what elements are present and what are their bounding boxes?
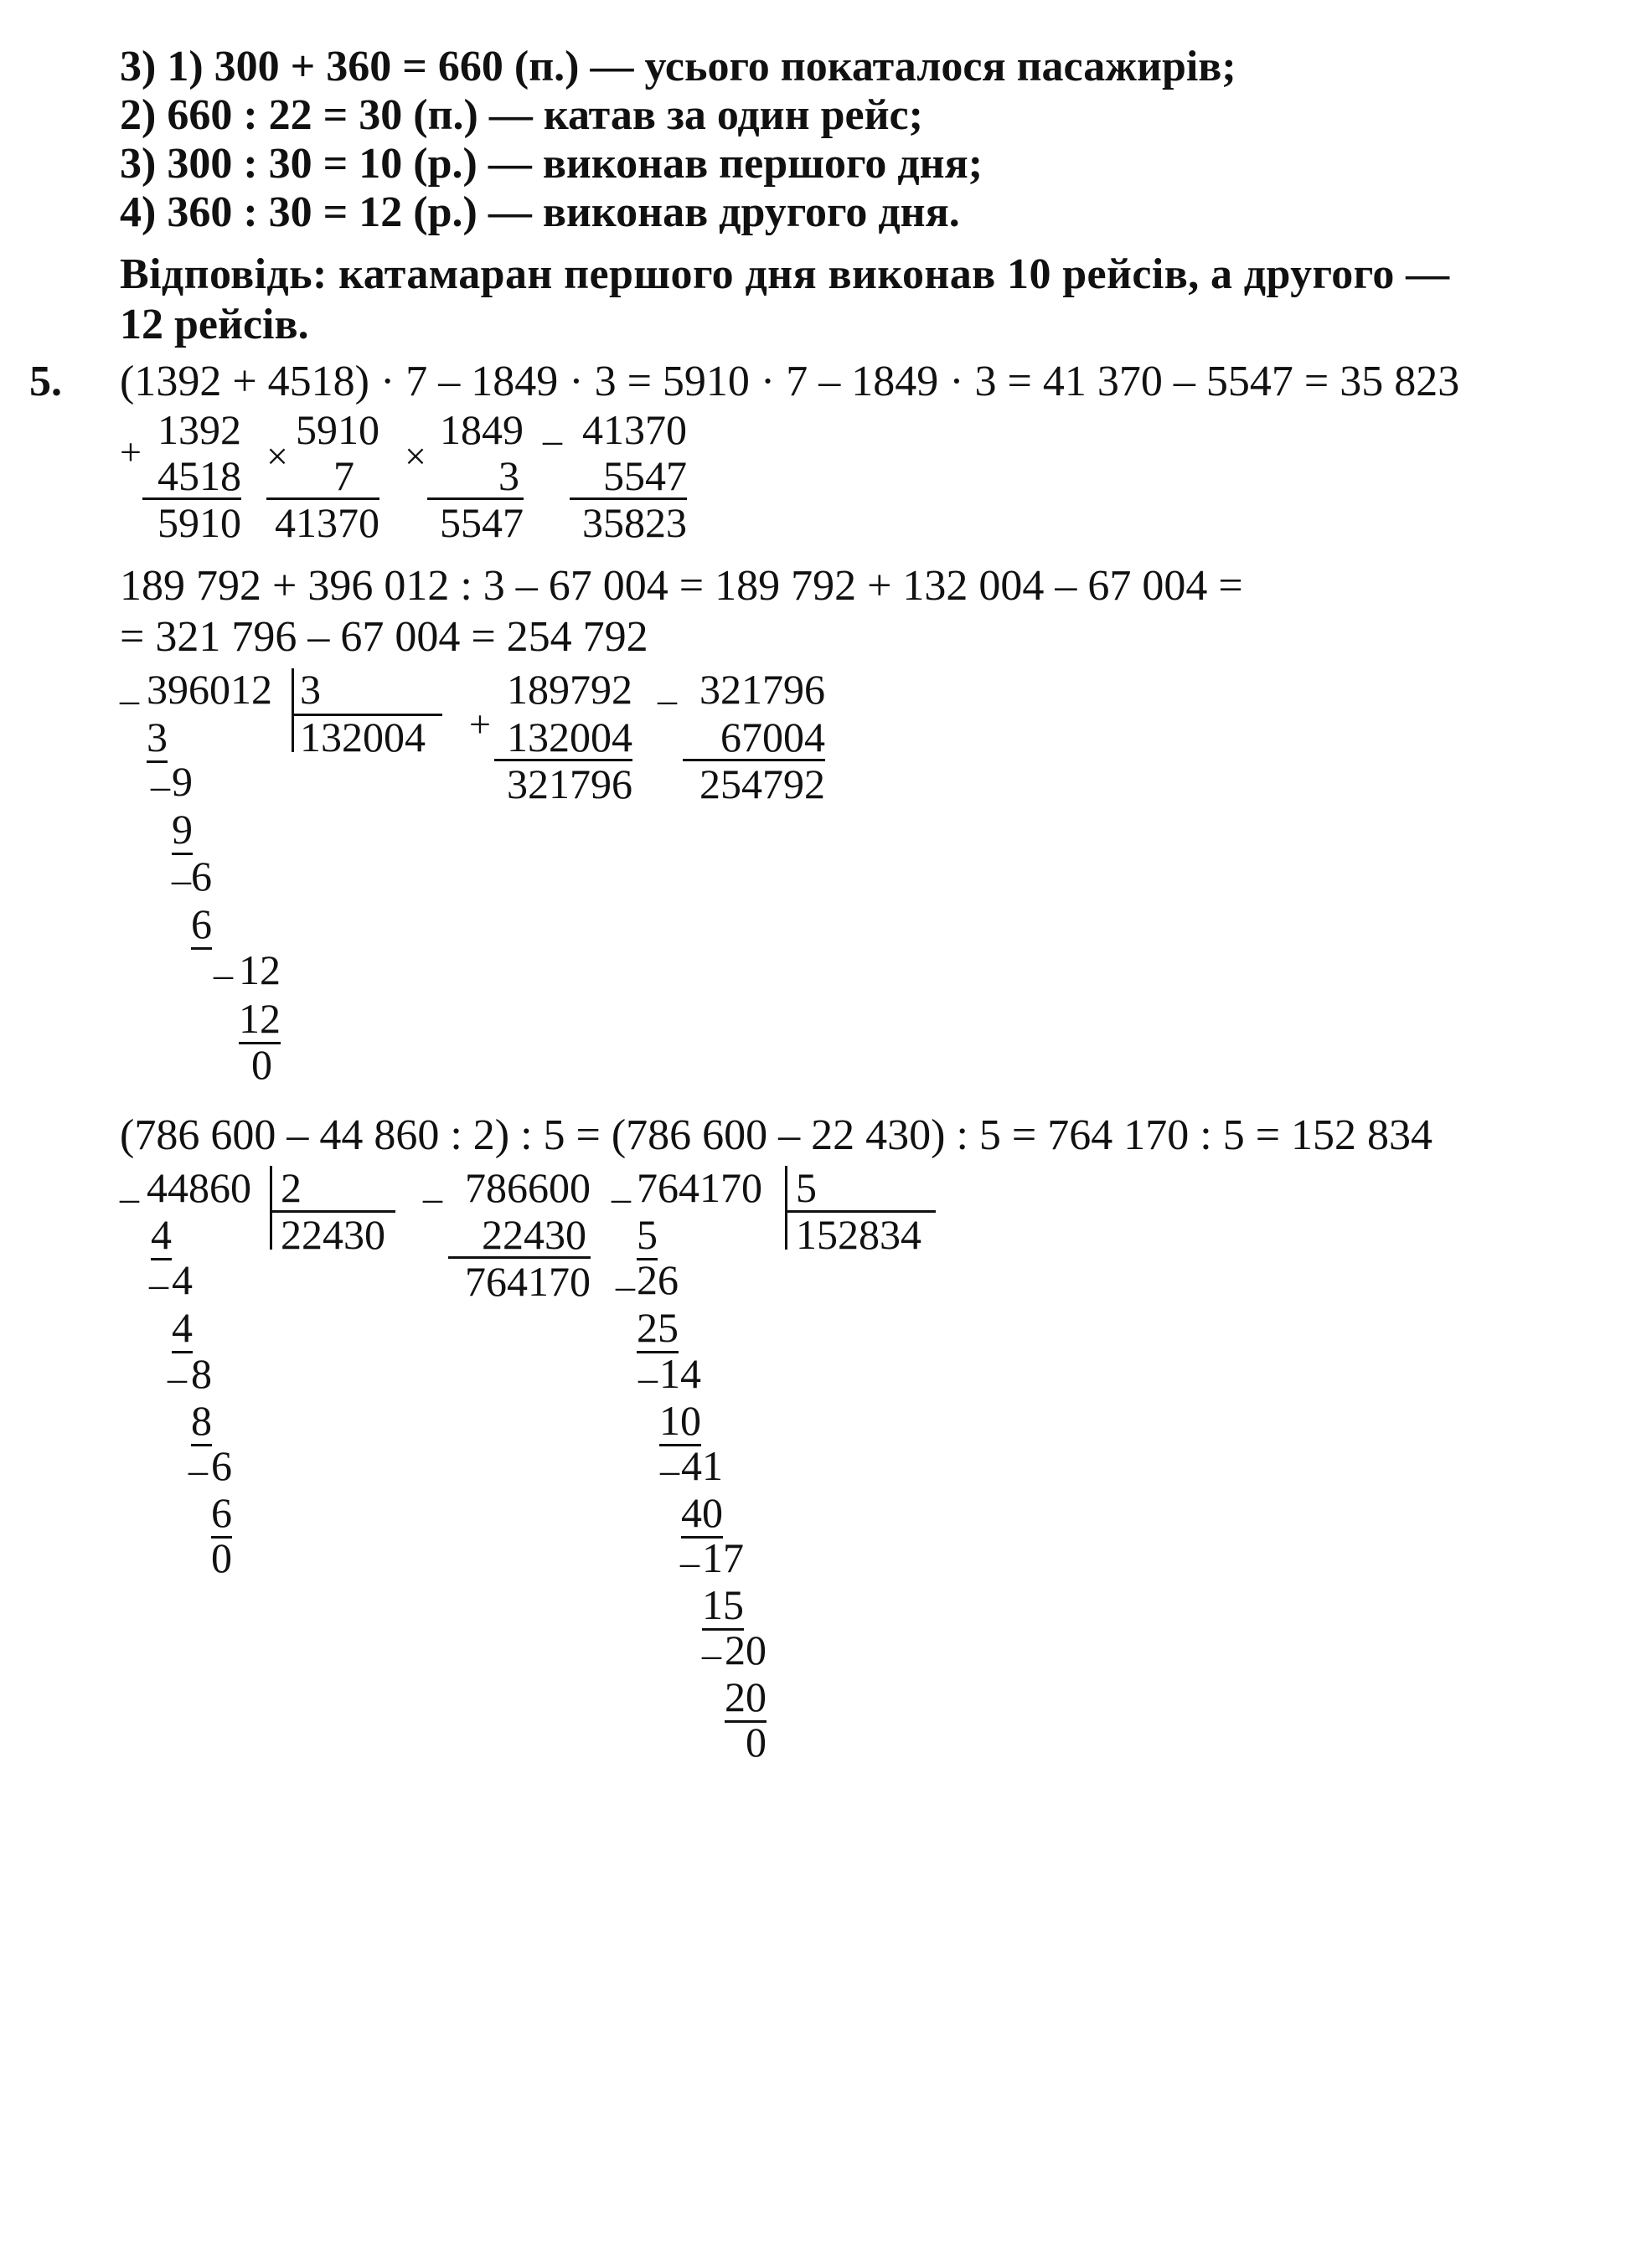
step-remainder: 41 <box>681 1442 723 1489</box>
col1-sub-b: 5547 <box>603 452 687 499</box>
col3-sub-b: 22430 <box>482 1211 586 1258</box>
plus-sign: + <box>469 703 491 745</box>
minus-sign: _ <box>616 1251 635 1294</box>
minus-sign: _ <box>168 1343 187 1386</box>
col1-mul1-result: 41370 <box>275 499 379 546</box>
minus-sign: _ <box>214 940 233 982</box>
col3-div2-dividend: 764170 <box>637 1164 762 1211</box>
times-sign: × <box>266 435 288 477</box>
col2-div-bar <box>292 668 294 752</box>
step-remainder: 8 <box>191 1350 212 1397</box>
plus-sign: + <box>120 430 142 473</box>
minus-sign: _ <box>658 665 677 708</box>
task4-line1: 3) 1) 300 + 360 = 660 (п.) — усього покаталося пасажирів; <box>120 43 1236 90</box>
col3-div1-divisor: 2 <box>281 1164 302 1211</box>
step-subtrahend: 9 <box>172 806 193 855</box>
col2-add-result: 321796 <box>507 760 632 807</box>
minus-sign: _ <box>188 1436 208 1478</box>
col2-sub-a: 321796 <box>699 666 825 713</box>
step-subtrahend: 10 <box>659 1397 701 1446</box>
step-remainder: 6 <box>211 1442 232 1489</box>
step-remainder: 17 <box>702 1534 744 1581</box>
col2-add-a: 189792 <box>507 666 632 713</box>
col3-div2-bar <box>785 1166 787 1250</box>
task4-answer-line1: Відповідь: катамаран першого дня виконав 10 рейсів, а другого — <box>120 250 1450 298</box>
col1-mul2-result: 5547 <box>440 499 524 546</box>
col2-add-b: 132004 <box>507 714 632 760</box>
times-sign: × <box>405 435 426 477</box>
expression-3: (786 600 – 44 860 : 2) : 5 = (786 600 – 22 430) : 5 = 764 170 : 5 = 152 834 <box>120 1111 1433 1159</box>
step-remainder: 9 <box>172 758 193 805</box>
col3-sub-result: 764170 <box>465 1258 591 1305</box>
step-remainder: 0 <box>251 1041 272 1088</box>
step-subtrahend: 40 <box>681 1489 723 1539</box>
step-subtrahend: 4 <box>172 1304 193 1353</box>
col1-mul2-b: 3 <box>498 452 519 499</box>
step-remainder: 12 <box>239 946 281 993</box>
step-subtrahend: 5 <box>637 1211 658 1260</box>
step-subtrahend: 8 <box>191 1397 212 1446</box>
step-remainder: 14 <box>659 1350 701 1397</box>
expression-1: (1392 + 4518) · 7 – 1849 · 3 = 5910 · 7 – 1849 · 3 = 41 370 – 5547 = 35 823 <box>120 358 1460 405</box>
col2-div-dividend: 396012 <box>147 666 272 713</box>
col2-sub-result: 254792 <box>699 760 825 807</box>
step-remainder: 20 <box>725 1626 767 1673</box>
step-subtrahend: 12 <box>239 995 281 1044</box>
col3-div1-bar <box>270 1166 272 1250</box>
task4-line4: 4) 360 : 30 = 12 (р.) — виконав другого дня. <box>120 188 960 236</box>
minus-sign: _ <box>149 1250 168 1292</box>
step-remainder: 0 <box>746 1719 767 1765</box>
task4-line2: 2) 660 : 22 = 30 (п.) — катав за один рейс; <box>120 91 923 139</box>
step-subtrahend: 15 <box>702 1581 744 1631</box>
step-remainder: 26 <box>637 1256 679 1303</box>
col2-sub-b: 67004 <box>720 714 825 760</box>
step-subtrahend: 4 <box>151 1211 172 1260</box>
col1-mul1-a: 5910 <box>296 406 379 453</box>
step-remainder: 0 <box>211 1534 232 1581</box>
task4-line3: 3) 300 : 30 = 10 (р.) — виконав першого дня; <box>120 140 983 188</box>
minus-sign: _ <box>120 665 139 708</box>
step-subtrahend: 25 <box>637 1304 679 1353</box>
minus-sign: _ <box>612 1163 631 1206</box>
step-subtrahend: 6 <box>211 1489 232 1539</box>
task4-answer-line2: 12 рейсів. <box>120 301 309 348</box>
minus-sign: _ <box>543 405 562 448</box>
task-number: 5. <box>29 358 62 405</box>
col1-add-a: 1392 <box>157 406 241 453</box>
col3-div2-quotient: 152834 <box>796 1211 921 1258</box>
col3-sub-a: 786600 <box>465 1164 591 1211</box>
minus-sign: _ <box>702 1620 721 1662</box>
col3-div2-divisor: 5 <box>796 1164 817 1211</box>
col1-add-b: 4518 <box>157 452 241 499</box>
step-subtrahend: 6 <box>191 900 212 950</box>
col1-mul2-a: 1849 <box>440 406 524 453</box>
minus-sign: _ <box>638 1343 658 1386</box>
expression-2-line2: = 321 796 – 67 004 = 254 792 <box>120 613 648 661</box>
col3-div1-dividend: 44860 <box>147 1164 251 1211</box>
step-subtrahend: 3 <box>147 714 168 763</box>
col1-add-result: 5910 <box>157 499 241 546</box>
col1-mul1-b: 7 <box>333 452 354 499</box>
minus-sign: _ <box>172 845 191 888</box>
minus-sign: _ <box>151 751 170 794</box>
col1-sub-a: 41370 <box>582 406 687 453</box>
minus-sign: _ <box>680 1528 699 1570</box>
step-remainder: 6 <box>191 853 212 899</box>
step-remainder: 4 <box>172 1256 193 1303</box>
col2-div-quotient: 132004 <box>300 714 426 760</box>
col2-div-divisor: 3 <box>300 666 321 713</box>
minus-sign: _ <box>423 1163 442 1206</box>
minus-sign: _ <box>660 1436 679 1478</box>
expression-2-line1: 189 792 + 396 012 : 3 – 67 004 = 189 792 + 132 004 – 67 004 = <box>120 562 1243 610</box>
col3-div1-quotient: 22430 <box>281 1211 385 1258</box>
step-subtrahend: 20 <box>725 1673 767 1723</box>
col1-sub-result: 35823 <box>582 499 687 546</box>
minus-sign: _ <box>120 1163 139 1206</box>
